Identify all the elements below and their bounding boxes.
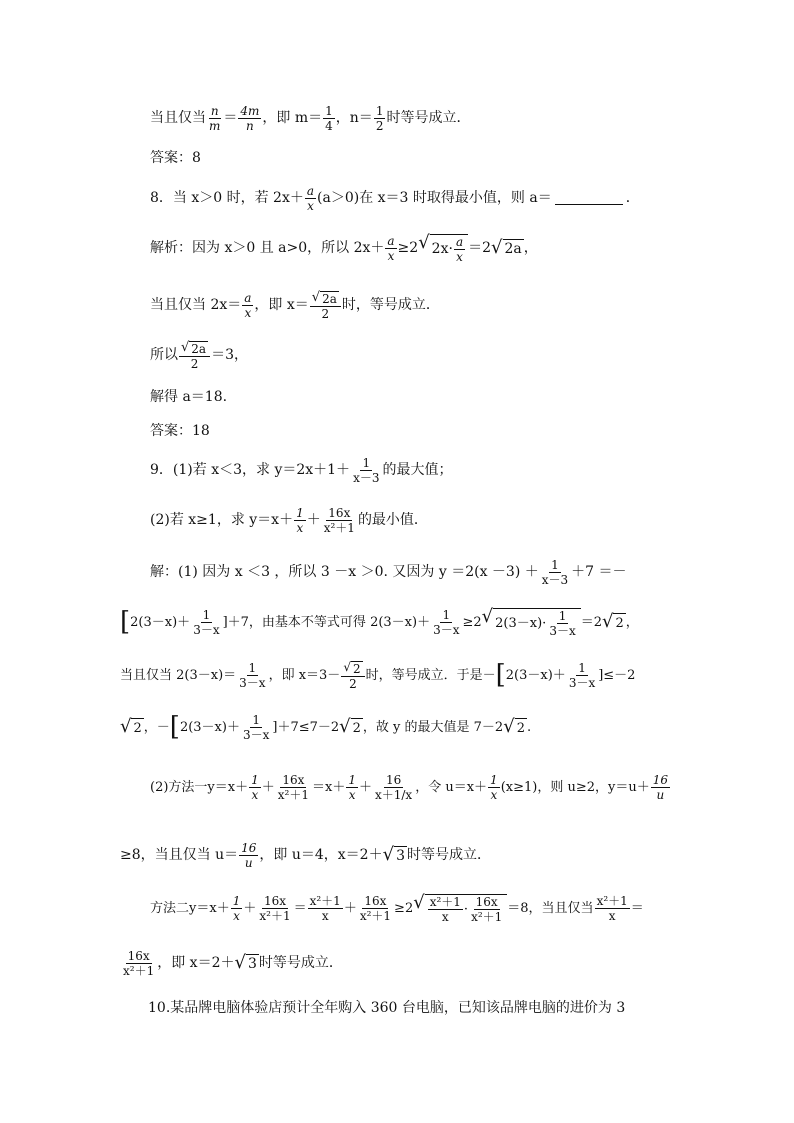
denominator: x－3	[353, 470, 380, 485]
denominator: 2	[190, 356, 199, 371]
answer-text: 答案：8	[150, 150, 201, 166]
numerator: 4m	[240, 103, 260, 118]
solution-method-2	[150, 893, 680, 923]
denominator: 4	[325, 118, 333, 133]
denominator: x	[321, 908, 329, 923]
square-root: √ 2a	[491, 237, 522, 258]
text: ＋	[306, 512, 321, 528]
text: 时等号成立．	[258, 955, 343, 971]
numerator: 1	[251, 772, 259, 787]
text: 时，等号成立．于是－	[365, 667, 496, 683]
text: 所以	[150, 347, 178, 363]
radicand: 2	[613, 613, 625, 631]
square-root: √ $\frac{\text{x²＋1}}{x}$ · $\frac{16x}{\text{x²＋1}}$	[413, 894, 507, 923]
text: 的最小值．	[357, 512, 428, 528]
text: 10.某品牌电脑体验店预计全年购入 360 台电脑，已知该品牌电脑的进价为 3	[148, 1000, 626, 1016]
fraction: √ 2 2	[341, 661, 364, 690]
bracket: [	[169, 712, 180, 742]
square-root: √ 2	[339, 716, 361, 737]
numerator: x²＋1	[596, 893, 628, 908]
radicand: 2a	[191, 341, 207, 356]
text: y＝x＋	[189, 900, 230, 916]
text: ≥2	[397, 240, 419, 256]
numerator: 16x	[127, 948, 150, 963]
fraction	[488, 774, 500, 801]
square-root: √ 3	[382, 844, 405, 865]
answer-blank[interactable]	[555, 192, 623, 205]
solution-line	[150, 557, 690, 587]
numerator: n	[210, 103, 219, 118]
answer-line	[150, 143, 690, 173]
denominator: 3－x	[193, 622, 220, 637]
text: 解得 a＝18.	[150, 389, 228, 405]
text: ，令 u＝x＋	[415, 779, 488, 795]
answer-line	[150, 416, 690, 446]
fraction	[257, 895, 292, 922]
radicand: 3	[247, 956, 257, 972]
text: ，故 y 的最大值是 7－2	[362, 719, 504, 735]
question-10	[148, 993, 683, 1023]
numerator: 16	[652, 772, 668, 787]
text: ＝3，	[211, 347, 249, 363]
fraction	[385, 235, 396, 262]
solution-line	[120, 948, 680, 978]
text: (2)若 x≥1，求 y＝x＋	[150, 512, 294, 528]
text: ]＋7，由基本不等式可得 2(3－x)＋	[222, 614, 431, 630]
text: ，n＝	[335, 110, 373, 126]
solution-line	[120, 712, 680, 742]
solution-line	[150, 340, 690, 370]
denominator: x	[233, 908, 240, 923]
radicand: 2a	[504, 241, 522, 257]
text-line	[150, 103, 690, 133]
denominator: 2	[349, 676, 357, 691]
numerator: a	[455, 234, 464, 249]
numerator: 16	[241, 840, 257, 855]
numerator: 1	[202, 607, 211, 622]
text: ]＋7≤7－2	[272, 719, 340, 735]
denominator: x	[441, 909, 449, 924]
text: ，即 u＝4，x＝2＋	[259, 847, 383, 863]
numerator: 1	[232, 893, 241, 908]
text: ，－	[143, 719, 170, 735]
square-root: √ 2x· $\frac{a}{x}$	[418, 234, 468, 263]
fraction	[323, 105, 335, 132]
numerator: 1	[325, 103, 333, 118]
solution-line: [ 2(3－x)＋ $\frac{1}{3-x}$ ]＋7，由基本不等式可得 2(3－x)＋ $\frac{1}{3-x}$ ≥2 √ 2(3－x)· $\frac{1}{3-x}$ ＝2 √ 2 ，	[120, 605, 639, 638]
numerator: 1	[375, 103, 384, 118]
text: ，	[523, 240, 538, 256]
numerator: a	[306, 183, 315, 198]
numerator: 16x	[328, 505, 351, 520]
text: 当且仅当 2(3－x)＝	[120, 667, 237, 683]
fraction	[595, 895, 630, 922]
text: ＝8，当且仅当	[507, 900, 594, 916]
text: ．	[625, 190, 640, 206]
square-root: √ 3	[234, 952, 257, 973]
numerator: 1	[248, 660, 257, 675]
text: ＋	[261, 779, 275, 795]
numerator: x²＋1	[309, 893, 341, 908]
text: 时，等号成立．	[341, 297, 440, 313]
fraction	[308, 895, 343, 922]
denominator: u	[656, 787, 665, 802]
denominator: 3－x	[433, 622, 460, 637]
denominator: x	[490, 787, 498, 802]
numerator: 1	[252, 712, 260, 727]
text: 9．(1)若 x＜3，求 y＝2x＋1＋	[150, 462, 351, 478]
denominator: m	[209, 118, 221, 133]
text: (a＞0)在 x＝3 时取得最小值，则 a＝	[317, 190, 552, 206]
text: ，即 x＝	[254, 297, 309, 313]
denominator: x	[456, 249, 463, 264]
text: ＋	[343, 900, 357, 916]
denominator: x²＋1	[359, 908, 392, 923]
denominator: 3－x	[242, 727, 270, 742]
fraction	[567, 662, 597, 689]
text: ＝x＋	[311, 779, 346, 795]
text: 时等号成立．	[386, 110, 471, 126]
question-8	[150, 183, 690, 213]
denominator: x	[296, 520, 304, 535]
fraction	[207, 105, 222, 132]
text: ＝	[223, 110, 238, 126]
numerator: 1	[551, 557, 559, 572]
text: 解析：因为 x＞0 且 a>0，所以 2x＋	[150, 240, 385, 256]
radicand: 2	[131, 718, 143, 736]
fraction: √ 2a 2	[179, 341, 210, 370]
solution-line	[120, 660, 680, 690]
denominator: x²＋1	[323, 520, 355, 535]
numerator: 16	[385, 772, 402, 787]
numerator: 1	[442, 607, 451, 622]
fraction	[351, 457, 381, 484]
square-root: √ 2(3－x)· $\frac{1}{3-x}$	[482, 608, 581, 637]
numerator: a	[244, 290, 252, 305]
denominator: x	[307, 198, 314, 213]
fraction	[231, 895, 243, 922]
numerator: 16x	[475, 894, 498, 909]
text: 当且仅当 2x＝	[150, 297, 242, 313]
numerator: 1	[558, 608, 567, 623]
solution-line	[150, 233, 690, 263]
text: ＋7 ＝－	[571, 564, 627, 580]
numerator: 1	[490, 772, 498, 787]
numerator: 16x	[263, 893, 286, 908]
numerator: x²＋1	[429, 894, 461, 909]
fraction	[276, 774, 311, 801]
denominator: 3－x	[239, 675, 266, 690]
denominator: 3－x	[568, 675, 596, 690]
numerator: 1	[578, 660, 586, 675]
text: ·	[463, 901, 469, 917]
text: ＝	[630, 900, 644, 916]
fraction	[239, 842, 258, 869]
text: y＝x＋	[207, 779, 249, 795]
denominator: x	[608, 908, 616, 923]
fraction	[431, 609, 461, 636]
fraction	[358, 895, 393, 922]
solution-method-1	[150, 772, 680, 802]
question-9-part-2	[150, 505, 690, 535]
square-root: √ 2	[120, 716, 142, 737]
fraction: √ 2a 2	[310, 291, 341, 320]
fraction	[191, 609, 221, 636]
denominator: n	[246, 118, 254, 133]
fraction	[242, 292, 253, 319]
fraction	[373, 774, 414, 801]
radicand: 2	[351, 718, 363, 736]
fraction	[540, 559, 570, 586]
numerator: 1	[362, 455, 371, 470]
solution-line	[150, 290, 690, 320]
text: (x≥1)，则 u≥2，y＝u＋	[500, 779, 650, 795]
radicand: 2	[352, 661, 361, 676]
numerator: a	[387, 233, 395, 248]
fraction	[237, 662, 267, 689]
text: 的最大值；	[382, 462, 453, 478]
text: ≥8，当且仅当 u＝	[120, 847, 239, 863]
fraction	[241, 714, 271, 741]
text: 8．当 x＞0 时，若 2x＋	[150, 190, 304, 206]
denominator: x	[387, 248, 395, 263]
text: ＋	[358, 779, 372, 795]
text: 2(3－x)＋	[505, 667, 566, 683]
square-root: √ 2	[602, 611, 624, 632]
numerator: 1	[296, 505, 304, 520]
fraction	[374, 105, 386, 132]
method-label: (2)方法一	[150, 779, 208, 795]
method-label: 方法二	[150, 900, 190, 916]
denominator: x＋1/x	[374, 787, 413, 802]
bracket: [	[495, 660, 506, 690]
denominator: x²＋1	[277, 787, 309, 802]
answer-text: 答案：18	[150, 423, 210, 439]
question-9-part-1	[150, 455, 690, 485]
text: ＝	[293, 900, 307, 916]
denominator: x－3	[541, 572, 569, 587]
denominator: x	[348, 787, 356, 802]
denominator: x²＋1	[259, 908, 291, 923]
denominator: 2	[375, 118, 384, 133]
fraction	[121, 950, 156, 977]
numerator: 16x	[282, 772, 305, 787]
text: 时等号成立．	[406, 847, 491, 863]
denominator: 3－x	[549, 623, 576, 638]
fraction	[249, 774, 261, 801]
text: ，即 x＝2＋	[157, 955, 235, 971]
denominator: x	[251, 787, 259, 802]
radicand: 2(3－x)·	[495, 615, 547, 631]
denominator: x²＋1	[123, 963, 155, 978]
text: ，即 x＝3－	[268, 667, 341, 683]
fraction	[651, 774, 670, 801]
text: .	[526, 719, 532, 735]
radicand: 3	[396, 848, 405, 864]
solution-line	[150, 382, 690, 412]
fraction	[305, 185, 316, 212]
fraction	[294, 507, 306, 534]
text: ＝2	[580, 614, 602, 630]
numerator: 16x	[364, 893, 387, 908]
solution-line	[120, 840, 680, 870]
fraction	[238, 105, 261, 132]
numerator: 1	[348, 772, 356, 787]
text: ]≤－2	[598, 667, 636, 683]
bracket: [	[120, 607, 131, 637]
text: 2(3－x)＋	[130, 614, 191, 630]
text: 解：(1) 因为 x ＜3 ，所以 3 －x ＞0. 又因为 y ＝2(x －3) ＋	[150, 564, 539, 580]
text: ＋	[243, 900, 257, 916]
text: ≥2	[394, 900, 414, 916]
radicand: 2	[515, 718, 527, 736]
radicand: 2x·	[431, 241, 453, 257]
denominator: x	[244, 305, 252, 320]
denominator: x²＋1	[471, 909, 503, 924]
denominator: u	[244, 855, 253, 870]
text: 2(3－x)＋	[179, 719, 240, 735]
text: ＝2	[468, 240, 492, 256]
text: ，即 m＝	[262, 110, 323, 126]
text: ≥2	[462, 614, 482, 630]
denominator: 2	[321, 306, 330, 321]
square-root: √ 2	[503, 716, 525, 737]
fraction	[346, 774, 358, 801]
radicand: 2a	[322, 291, 337, 306]
fraction	[322, 507, 357, 534]
text: 当且仅当	[150, 110, 206, 126]
